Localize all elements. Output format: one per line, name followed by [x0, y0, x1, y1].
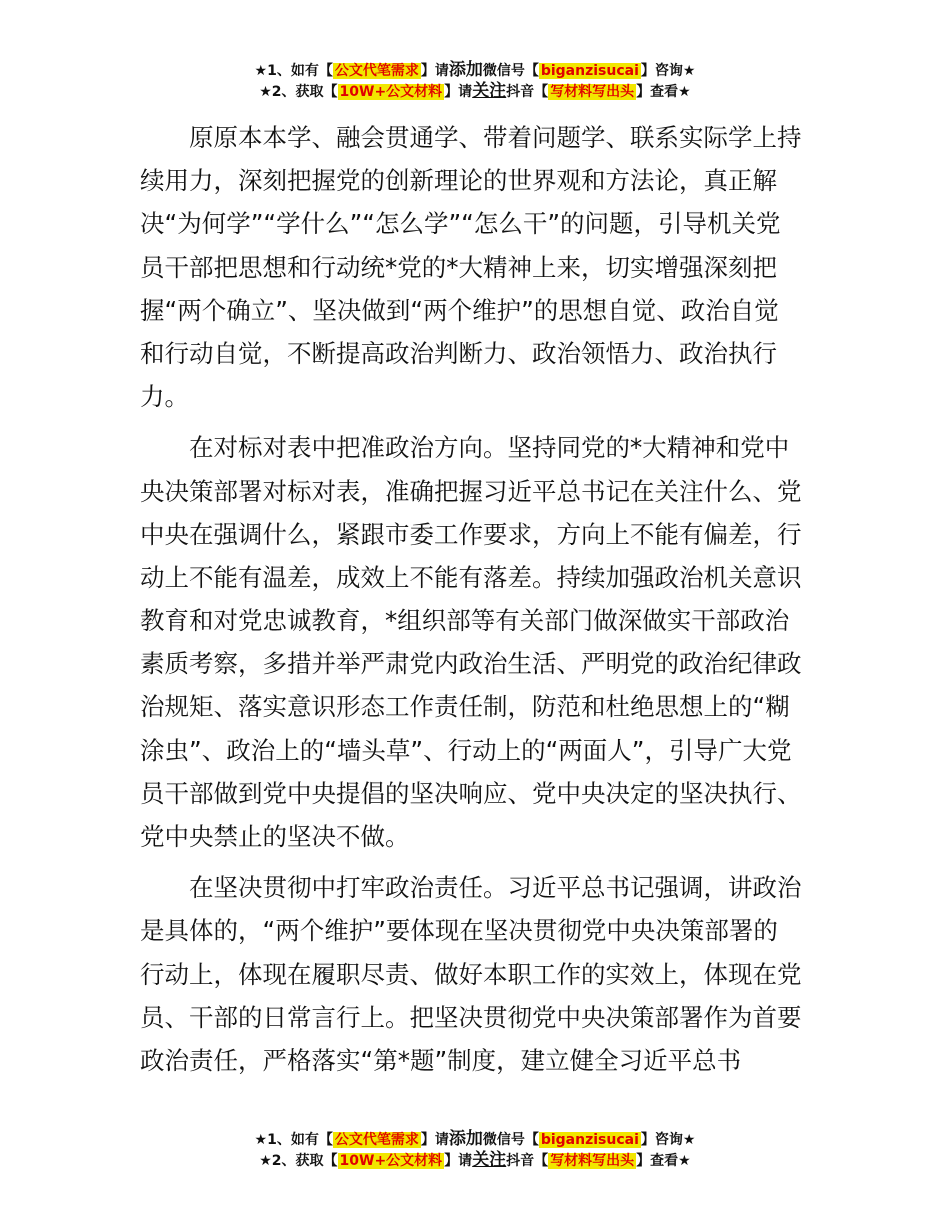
- text-line: 原原本本学、融会贯通学、带着问题学、联系实际学上持: [189, 123, 802, 152]
- douyin-id-highlight: 写材料写出头: [550, 84, 635, 100]
- highlight-text: 10W+公文材料: [339, 1153, 443, 1169]
- banner-text: 抖音【: [506, 84, 549, 100]
- text-line: 握“两个确立”、坚决做到“两个维护”的思想自觉、政治自觉: [140, 295, 779, 325]
- banner-text: 微信号【: [482, 63, 539, 79]
- text-line: 员干部做到党中央提倡的坚决响应、党中央决定的坚决执行、: [140, 778, 802, 808]
- banner-text: 】请: [420, 63, 449, 79]
- banner-text: 】请: [420, 1132, 449, 1148]
- banner-text: 】咨询★: [640, 1132, 696, 1148]
- text-line: 决“为何学”“学什么”“怎么学”“怎么干”的问题，引导机关党: [140, 209, 781, 239]
- banner-text: 】查看★: [636, 1153, 691, 1169]
- header-banner: [0, 60, 950, 102]
- emphasis-text: 添加: [448, 1129, 483, 1149]
- banner-text: 抖音【: [506, 1153, 549, 1169]
- banner-text: 】请: [444, 84, 473, 100]
- text-line: 政治责任，严格落实“第*题”制度，建立健全习近平总书: [140, 1045, 742, 1075]
- banner-line-2: [0, 1150, 950, 1171]
- text-line: 在坚决贯彻中打牢政治责任。习近平总书记强调，讲政治: [189, 873, 802, 903]
- text-line: 中央在强调什么，紧跟市委工作要求，方向上不能有偏差，行: [140, 519, 802, 549]
- text-line: 涂虫”、政治上的“墙头草”、行动上的“两面人”，引导广大党: [140, 735, 792, 765]
- highlight-text: 公文代笔需求: [334, 63, 419, 79]
- banner-text: 微信号【: [482, 1132, 539, 1148]
- document-body: [140, 116, 816, 1082]
- banner-text: ★2、获取【: [259, 84, 338, 100]
- text-line: 央决策部署对标对表，准确把握习近平总书记在关注什么、党: [140, 476, 802, 506]
- text-line: 员、干部的日常言行上。把坚决贯彻党中央决策部署作为首要: [140, 1002, 802, 1032]
- text-line: 动上不能有温差，成效上不能有落差。持续加强政治机关意识: [140, 562, 802, 592]
- highlight-text: 10W+公文材料: [339, 84, 443, 100]
- banner-line-1: [0, 60, 950, 81]
- footer-banner: [0, 1129, 950, 1171]
- banner-text: ★1、如有【: [254, 63, 333, 79]
- highlight-text: 公文代笔需求: [334, 1132, 419, 1148]
- banner-text: ★2、获取【: [259, 1153, 338, 1169]
- emphasis-text: 关注: [472, 81, 507, 101]
- text-line: 党中央禁止的坚决不做。: [140, 822, 410, 851]
- paragraph-gap: [140, 418, 816, 426]
- text-line: 和行动自觉，不断提高政治判断力、政治领悟力、政治执行: [140, 338, 777, 368]
- banner-text: 】请: [444, 1153, 473, 1169]
- banner-text: 】咨询★: [640, 63, 696, 79]
- text-line: 教育和对党忠诚教育，*组织部等有关部门做深做实干部政治: [140, 606, 790, 636]
- paragraph-gap: [140, 858, 816, 866]
- banner-text: ★1、如有【: [254, 1132, 333, 1148]
- text-line: 续用力，深刻把握党的创新理论的世界观和方法论，真正解: [140, 166, 777, 196]
- emphasis-text: 添加: [448, 60, 483, 80]
- douyin-id-highlight: 写材料写出头: [550, 1153, 635, 1169]
- banner-text: 】查看★: [636, 84, 691, 100]
- text-line: 治规矩、落实意识形态工作责任制，防范和杜绝思想上的“糊: [140, 692, 790, 722]
- text-line: 在对标对表中把准政治方向。坚持同党的*大精神和党中: [189, 433, 790, 463]
- banner-line-2: [0, 81, 950, 102]
- text-line: 是具体的，“两个维护”要体现在坚决贯彻党中央决策部署的: [140, 916, 778, 946]
- text-line: 行动上，体现在履职尽责、做好本职工作的实效上，体现在党: [140, 959, 802, 989]
- wechat-id-highlight: biganzisucai: [540, 1132, 639, 1148]
- banner-line-1: [0, 1129, 950, 1150]
- text-line: 力。: [140, 382, 189, 412]
- emphasis-text: 关注: [472, 1150, 507, 1170]
- text-line: 员干部把思想和行动统*党的*大精神上来，切实增强深刻把: [140, 252, 777, 282]
- text-line: 素质考察，多措并举严肃党内政治生活、严明党的政治纪律政: [140, 649, 802, 679]
- wechat-id-highlight: biganzisucai: [540, 63, 639, 79]
